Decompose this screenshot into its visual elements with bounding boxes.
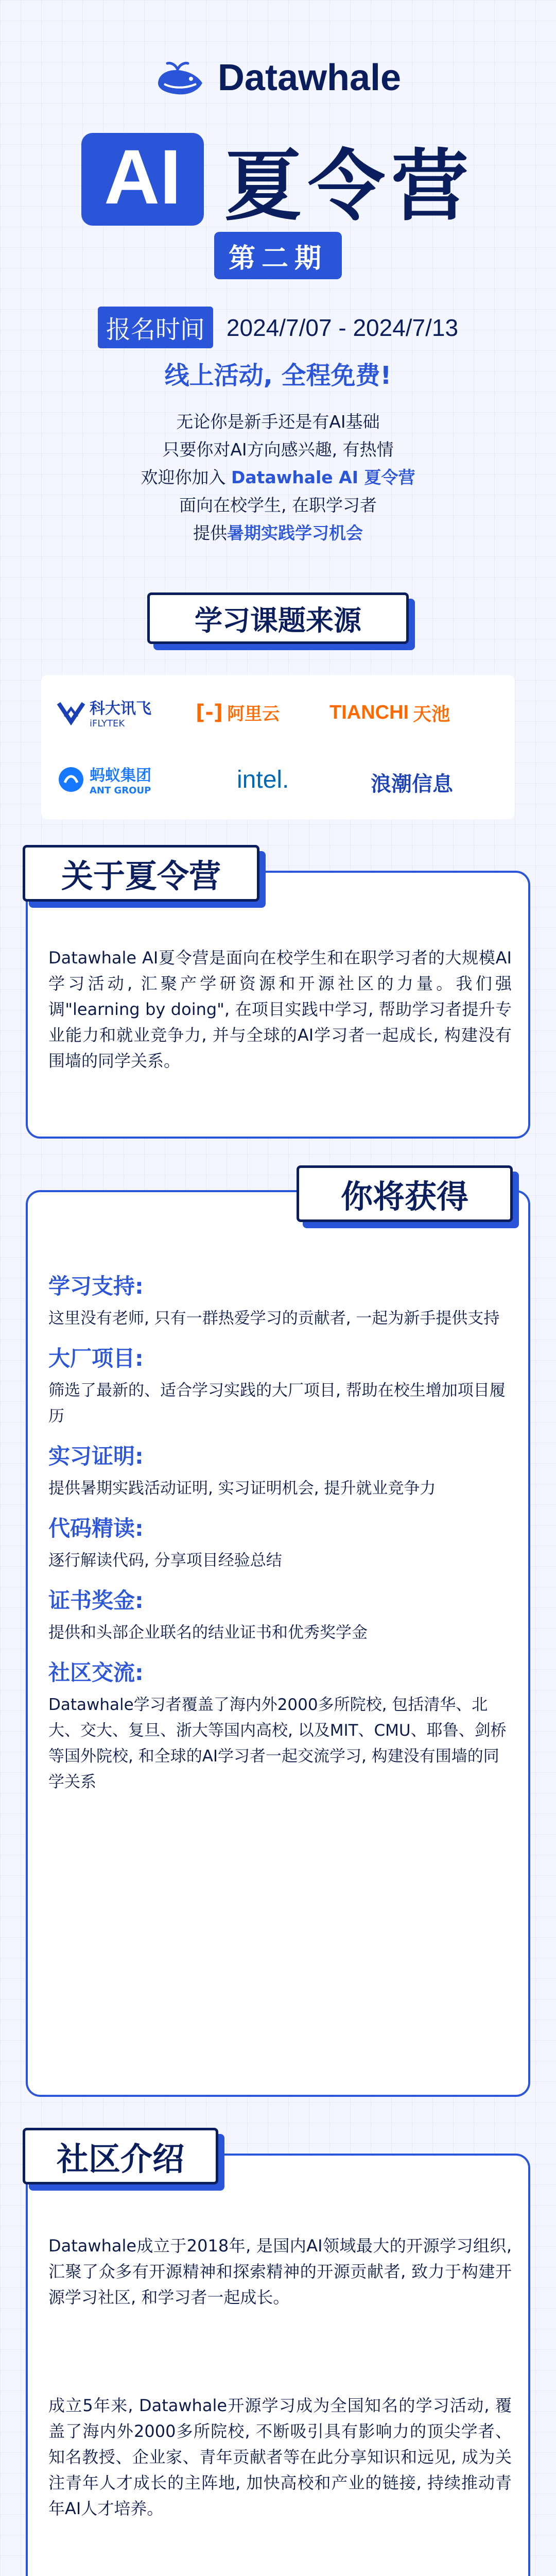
gain-body: 筛选了最新的、适合学习实践的大厂项目, 帮助在校生增加项目履历 <box>48 1381 506 1426</box>
gain-title: 证书奖金: <box>48 1588 144 1613</box>
gain-body: 逐行解读代码, 分享项目经验总结 <box>48 1551 282 1570</box>
ant-en: ANT GROUP <box>90 785 151 796</box>
tianchi-logo <box>329 700 450 726</box>
tianchi-cn: 天池 <box>413 704 450 725</box>
whale-logo-icon <box>155 57 206 98</box>
intel-text: intel. <box>237 766 289 793</box>
gain-title: 代码精读: <box>48 1516 144 1541</box>
intro-highlight: 暑期实践学习机会 <box>227 523 363 543</box>
gain-item <box>48 1439 512 1501</box>
iflytek-logo <box>57 696 151 729</box>
partner-logos <box>41 675 515 819</box>
ant-cn: 蚂蚁集团 <box>90 767 151 785</box>
brand-header <box>0 57 556 99</box>
gain-item <box>48 1584 512 1646</box>
intro-line <box>0 464 556 492</box>
about-card <box>26 871 530 1139</box>
section-community-heading: 社区介绍 <box>23 2128 218 2184</box>
section-topics-heading: 学习课题来源 <box>147 592 409 644</box>
gain-title: 社区交流: <box>48 1660 144 1685</box>
title-summer-camp: 夏令营 <box>224 142 475 231</box>
phase-badge: 第二期 <box>214 232 342 279</box>
ant-icon <box>57 765 85 794</box>
community-card <box>26 2154 530 2576</box>
aliyun-logo <box>196 700 280 725</box>
gain-body: 提供暑期实践活动证明, 实习证明机会, 提升就业竞争力 <box>48 1479 436 1498</box>
intro-line: 无论你是新手还是有AI基础 <box>176 412 380 432</box>
about-text: Datawhale AI夏令营是面向在校学生和在职学习者的大规模AI学习活动, 汇聚产学研资源和开源社区的力量。我们强调"learning by doing", 在项目实践中学习, 帮助学习者提升专业能力和就业竞争力, 并与全球的AI学习者一起成长, 构建没有围墙的同学关系。 <box>48 948 512 1071</box>
gain-item <box>48 1269 512 1331</box>
iflytek-cn: 科大讯飞 <box>90 700 151 718</box>
registration-row <box>0 307 556 348</box>
intro-line: 只要你对AI方向感兴趣, 有热情 <box>162 439 394 460</box>
gains-list <box>48 1259 512 1795</box>
gain-item <box>48 1342 512 1429</box>
section-gains-heading: 你将获得 <box>297 1165 513 1222</box>
gain-title: 实习证明: <box>48 1444 144 1469</box>
intel-logo <box>237 766 289 794</box>
intro-highlight: Datawhale AI 夏令营 <box>231 467 415 487</box>
registration-label: 报名时间 <box>98 307 213 348</box>
aliyun-icon: [-] <box>196 700 223 724</box>
intro-line <box>0 519 556 547</box>
gains-card <box>26 1190 530 2097</box>
gain-item <box>48 1656 512 1795</box>
gain-item <box>48 1512 512 1573</box>
intro-line: 面向在校学生, 在职学习者 <box>179 495 377 515</box>
section-about-heading: 关于夏令营 <box>23 845 259 902</box>
brand-name: Datawhale <box>217 57 402 98</box>
intro-block <box>0 408 556 547</box>
gain-title: 大厂项目: <box>48 1346 144 1371</box>
title-ai: AI <box>81 133 204 226</box>
intro-text: 欢迎你加入 <box>141 467 226 487</box>
online-free-text: 线上活动, 全程免费! <box>164 361 392 390</box>
aliyun-text: 阿里云 <box>227 704 280 724</box>
tianchi-en: TIANCHI <box>329 702 409 723</box>
community-p2: 成立5年来, Datawhale开源学习成为全国知名的学习活动, 覆盖了海内外2000多所院校, 不断吸引具有影响力的顶尖学者、知名教授、企业家、青年贡献者等在此分享知识和远见, 成为关注青年人才成长的主阵地, 加快高校和产业的链接, 持续推动青年AI人才培养。 <box>48 2396 512 2518</box>
registration-dates: 2024/7/07 - 2024/7/13 <box>226 314 459 341</box>
community-p1: Datawhale成立于2018年, 是国内AI领域最大的开源学习组织, 汇聚了众多有开源精神和探索精神的开源贡献者, 致力于构建开源学习社区, 和学习者一起成长。 <box>48 2236 512 2307</box>
inspur-text: 浪潮信息 <box>371 772 453 796</box>
main-title <box>0 124 556 235</box>
intro-text: 提供 <box>193 523 227 543</box>
inspur-logo <box>371 768 453 797</box>
gain-body: 这里没有老师, 只有一群热爱学习的贡献者, 一起为新手提供支持 <box>48 1309 500 1328</box>
ant-group-logo <box>57 762 151 796</box>
gain-body: 提供和头部企业联名的结业证书和优秀奖学金 <box>48 1623 368 1642</box>
iflytek-icon <box>57 698 85 727</box>
iflytek-en: iFLYTEK <box>90 718 125 729</box>
gain-title: 学习支持: <box>48 1274 144 1299</box>
gain-body: Datawhale学习者覆盖了海内外2000多所院校, 包括清华、北大、交大、复旦、浙大等国内高校, 以及MIT、CMU、耶鲁、剑桥等国外院校, 和全球的AI学习者一起交流学习, 构建没有围墙的同学关系 <box>48 1696 507 1791</box>
